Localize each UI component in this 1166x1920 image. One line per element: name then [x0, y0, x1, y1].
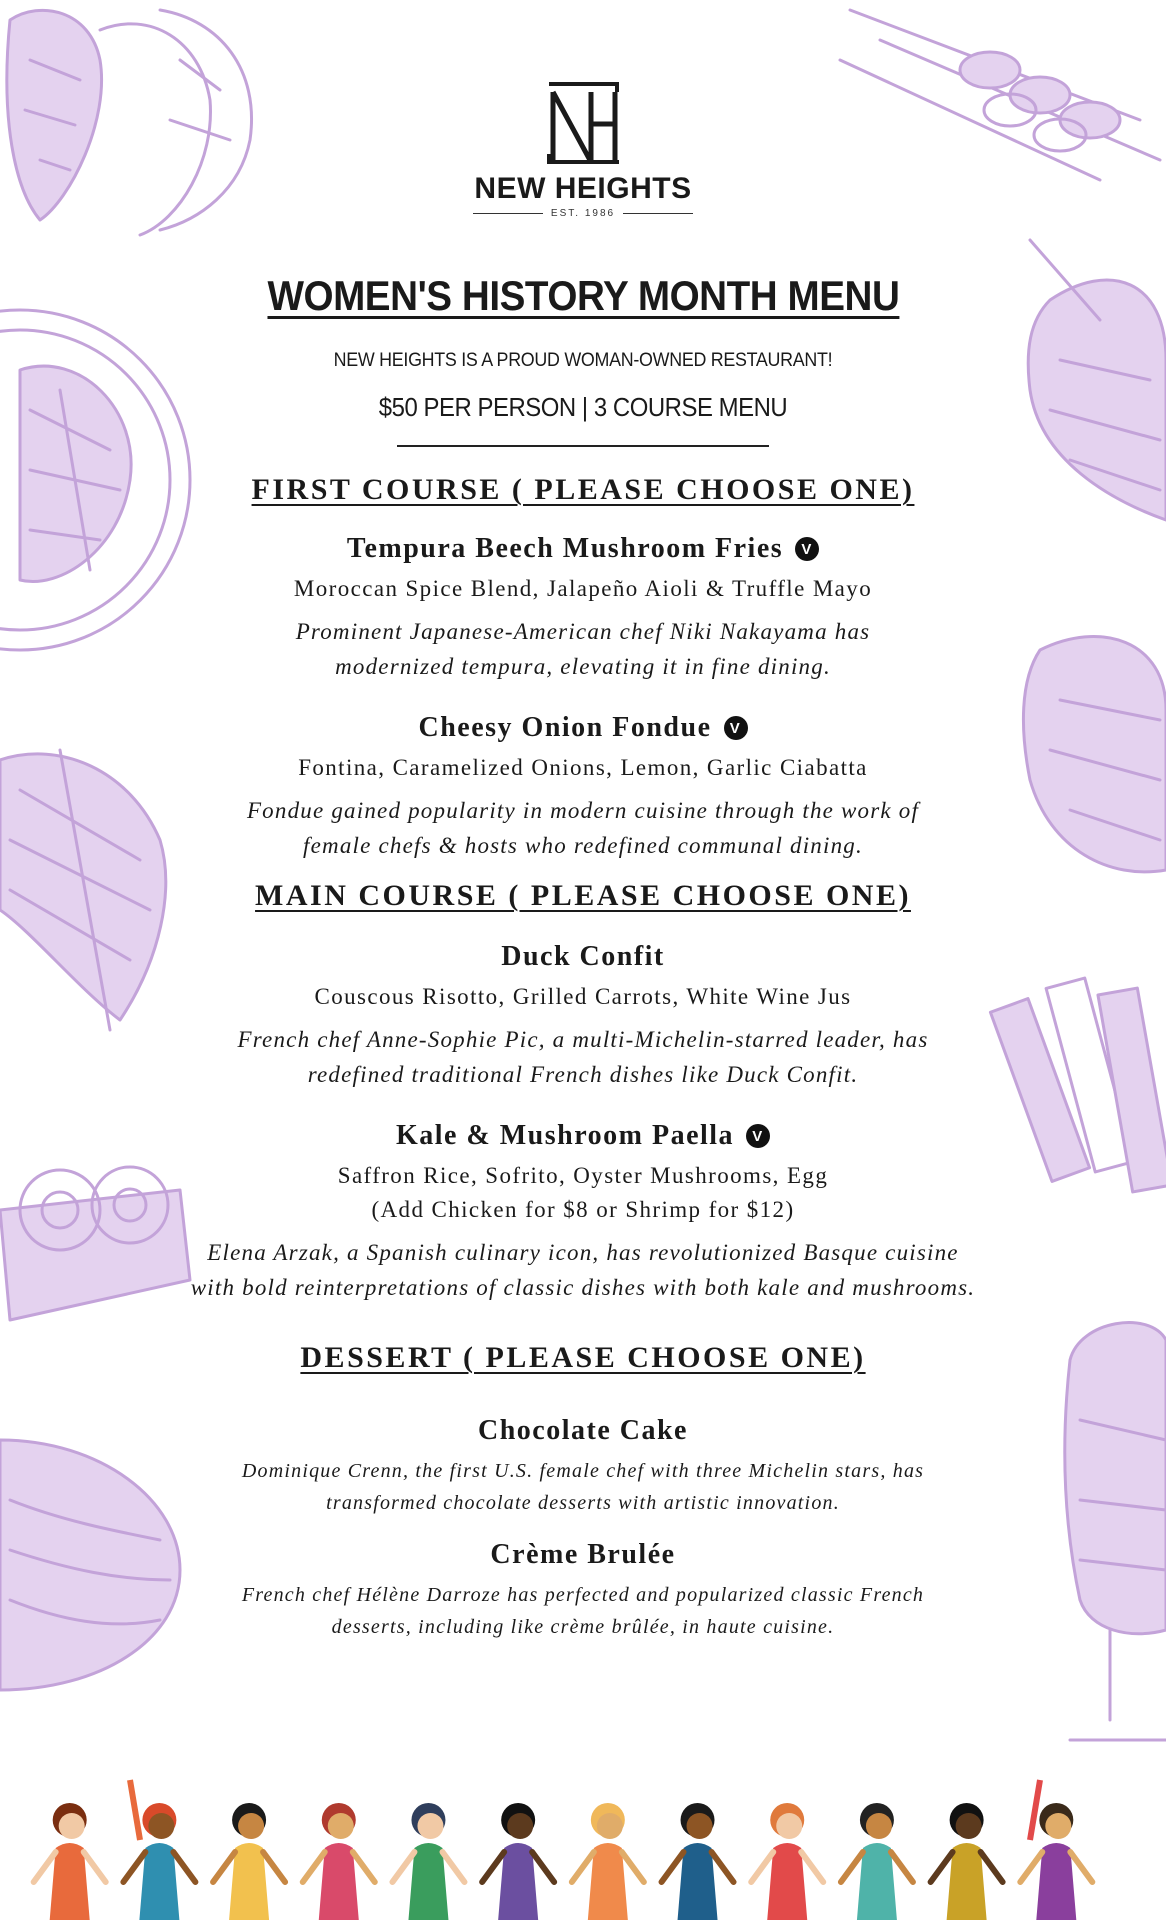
- item-history-note: [0, 1455, 1166, 1519]
- person-figure: [392, 1803, 464, 1920]
- menu-item: [0, 941, 1166, 1092]
- item-name-row: [0, 1539, 1166, 1571]
- person-figure: [841, 1803, 913, 1920]
- person-figure: [213, 1803, 285, 1920]
- item-name: Tempura Beech Mushroom Fries: [346, 533, 784, 564]
- item-history-note: [0, 614, 1166, 684]
- person-figure: [572, 1803, 644, 1920]
- item-description: Fontina, Caramelized Onions, Lemon, Garlic Ciabatta: [298, 755, 868, 780]
- item-name: Kale & Mushroom Paella: [395, 1120, 735, 1151]
- person-figure: [34, 1803, 106, 1920]
- tagline: NEW HEIGHTS IS A PROUD WOMAN-OWNED RESTAURANT!: [333, 350, 833, 371]
- restaurant-logo: [0, 78, 1166, 219]
- item-name: Cheesy Onion Fondue: [418, 712, 712, 743]
- person-figure: [662, 1803, 734, 1920]
- menu-item: [0, 1415, 1166, 1519]
- item-add-on: (Add Chicken for $8 or Shrimp for $12): [371, 1197, 795, 1222]
- person-figure: [482, 1803, 554, 1920]
- vegetarian-icon: V: [795, 537, 819, 561]
- item-name: Crème Brulée: [490, 1539, 676, 1570]
- item-history-note: [0, 1235, 1166, 1305]
- est-row: [0, 208, 1166, 219]
- item-name-row: [0, 533, 1166, 565]
- item-name: Duck Confit: [501, 941, 665, 972]
- item-description: Couscous Risotto, Grilled Carrots, White Wine Jus: [314, 984, 852, 1009]
- section-first-course: [0, 473, 1166, 863]
- item-history-note: [0, 1579, 1166, 1643]
- person-figure: [931, 1803, 1003, 1920]
- note-line: French chef Anne-Sophie Pic, a multi-Michelin-starred leader, has: [237, 1027, 929, 1052]
- price-line: $50 PER PERSON | 3 COURSE MENU: [378, 392, 788, 422]
- raised-arm: [1030, 1780, 1040, 1840]
- note-line: Fondue gained popularity in modern cuisine through the work of: [246, 798, 920, 823]
- women-illustration: [0, 1770, 1166, 1920]
- menu-item: [0, 1539, 1166, 1643]
- note-line: redefined traditional French dishes like Duck Confit.: [307, 1062, 859, 1087]
- person-figure: [751, 1803, 823, 1920]
- note-line: desserts, including like crème brûlée, in haute cuisine.: [331, 1616, 835, 1638]
- section-main-course: [0, 879, 1166, 1305]
- note-line: French chef Hélène Darroze has perfected and popularized classic French: [241, 1584, 925, 1606]
- item-name-row: [0, 1120, 1166, 1152]
- divider: [473, 213, 543, 214]
- item-name-row: [0, 712, 1166, 744]
- raised-arm: [130, 1780, 140, 1840]
- restaurant-name: NEW HEIGHTS: [474, 172, 692, 205]
- section-title: DESSERT ( PLEASE CHOOSE ONE): [300, 1341, 866, 1374]
- menu-item: [0, 712, 1166, 863]
- note-line: Dominique Crenn, the first U.S. female chef with three Michelin stars, has: [241, 1460, 925, 1482]
- vegetarian-icon: V: [724, 716, 748, 740]
- item-name-row: [0, 941, 1166, 973]
- person-figure: [303, 1803, 375, 1920]
- divider: [623, 213, 693, 214]
- vegetarian-icon: V: [746, 1124, 770, 1148]
- note-line: Prominent Japanese-American chef Niki Nakayama has: [295, 619, 871, 644]
- note-line: Elena Arzak, a Spanish culinary icon, has revolutionized Basque cuisine: [207, 1240, 959, 1265]
- note-line: modernized tempura, elevating it in fine dining.: [335, 654, 831, 679]
- item-name: Chocolate Cake: [478, 1415, 688, 1446]
- menu-content: [0, 272, 1166, 1643]
- item-description: Moroccan Spice Blend, Jalapeño Aioli & Truffle Mayo: [293, 576, 873, 601]
- section-title: MAIN COURSE ( PLEASE CHOOSE ONE): [255, 879, 911, 912]
- item-history-note: [0, 1022, 1166, 1092]
- divider-rule: [397, 445, 769, 447]
- menu-title: WOMEN'S HISTORY MONTH MENU: [267, 272, 899, 319]
- item-name-row: [0, 1415, 1166, 1447]
- established-year: EST. 1986: [550, 208, 616, 219]
- monogram-icon: [541, 78, 625, 168]
- item-history-note: [0, 793, 1166, 863]
- item-description: Saffron Rice, Sofrito, Oyster Mushrooms, Egg: [337, 1163, 829, 1188]
- menu-item: [0, 533, 1166, 684]
- note-line: female chefs & hosts who redefined communal dining.: [303, 833, 863, 858]
- section-dessert: [0, 1341, 1166, 1643]
- note-line: with bold reinterpretations of classic dishes with both kale and mushrooms.: [190, 1275, 976, 1300]
- note-line: transformed chocolate desserts with artistic innovation.: [326, 1492, 840, 1514]
- menu-item: [0, 1120, 1166, 1305]
- section-title: FIRST COURSE ( PLEASE CHOOSE ONE): [251, 473, 915, 506]
